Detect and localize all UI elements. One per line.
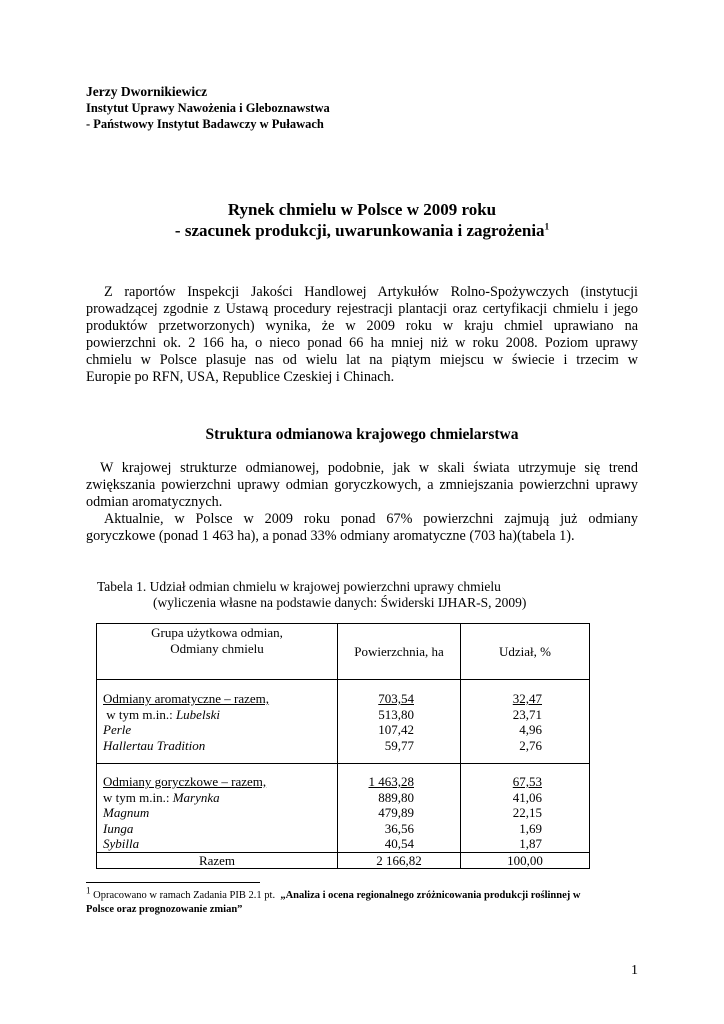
cell-label xyxy=(97,836,338,852)
footnote-title-line-2: Polsce oraz prognozowanie zmian” xyxy=(86,904,243,915)
table-row xyxy=(97,738,590,764)
table-row xyxy=(97,707,590,723)
intro-line: chmielu w Polsce plasuje nas od wielu lat na piątym miejscu w świecie i trzecim w xyxy=(86,352,638,368)
cell-area: 59,77 xyxy=(338,738,461,764)
paragraph-line: odmian aromatycznych. xyxy=(86,494,223,510)
table-row-aromatic-total xyxy=(97,680,590,707)
document-title-line-1: Rynek chmielu w Polsce w 2009 roku xyxy=(227,200,497,219)
intro-line: powierzchni ok. 2 166 ha, o nieco ponad 66 ha mniej niż w roku 2008. Poziom uprawy xyxy=(86,335,638,351)
header-share: Udział, % xyxy=(461,624,590,680)
table-row xyxy=(97,805,590,821)
cell-label xyxy=(97,738,338,764)
header-area: Powierzchnia, ha xyxy=(338,624,461,680)
cell-share: 41,06 xyxy=(461,790,590,806)
cell-area: 513,80 xyxy=(338,707,461,723)
table-caption-line-2: (wyliczenia własne na podstawie danych: Świderski IJHAR-S, 2009) xyxy=(153,595,527,610)
variety-name: Perle xyxy=(103,722,132,737)
structure-paragraph xyxy=(86,460,638,511)
cell-share: 4,96 xyxy=(461,722,590,738)
paragraph-line: goryczkowe (ponad 1 463 ha), a ponad 33% odmiany aromatyczne (703 ha)(tabela 1). xyxy=(86,528,575,544)
variety-name: Sybilla xyxy=(103,836,140,851)
intro-line: prowadzącej zgodnie z Ustawą procedury rejestracji plantacji oraz certyfikacji chmielu i jego xyxy=(86,301,638,317)
cell-share: 1,87 xyxy=(461,836,590,852)
variety-name: Iunga xyxy=(103,820,134,836)
paragraph-line: zwiększania powierzchni uprawy odmian goryczkowych, a zmniejszania powierzchni uprawy xyxy=(86,477,638,493)
variety-name: Magnum xyxy=(103,805,150,820)
section-heading: Struktura odmianowa krajowego chmielarstwa xyxy=(205,426,519,443)
variety-name: Marynka xyxy=(172,789,220,805)
cell-label xyxy=(97,680,338,707)
total-label: Razem xyxy=(97,852,338,869)
intro-line: Europie po RFN, USA, Republice Czeskiej i Chinach. xyxy=(86,369,395,385)
aromatic-total-area: 703,54 xyxy=(378,691,414,706)
incl-prefix: w tym m.in.: xyxy=(103,706,176,722)
cell-label xyxy=(97,764,338,790)
cell-share: 1,69 xyxy=(461,821,590,837)
variety-name: Lubelski xyxy=(175,706,221,722)
table-row xyxy=(97,790,590,806)
cell-area: 889,80 xyxy=(338,790,461,806)
cell-area xyxy=(338,764,461,790)
total-area: 2 166,82 xyxy=(338,852,461,869)
table-row-total xyxy=(97,852,590,869)
table-row xyxy=(97,836,590,852)
cell-label xyxy=(97,821,338,837)
bitter-total-label: Odmiany goryczkowe – razem, xyxy=(103,774,267,789)
page-number: 1 xyxy=(631,963,638,978)
intro-line: Z raportów Inspekcji Jakości Handlowej Artykułów Rolno-Spożywczych (instytucji xyxy=(104,284,638,300)
author-name: Jerzy Dwornikiewicz xyxy=(86,84,208,99)
cell-area: 40,54 xyxy=(338,836,461,852)
cell-label xyxy=(97,707,338,723)
table-row-bitter-total xyxy=(97,764,590,790)
footnote-title-line-1: „Analiza i ocena regionalnego zróżnicowania produkcji roślinnej w xyxy=(280,890,581,901)
header-variety-group-line-1: Grupa użytkowa odmian, xyxy=(151,625,283,640)
cell-share: 22,15 xyxy=(461,805,590,821)
cell-area: 36,56 xyxy=(338,821,461,837)
bitter-total-share: 67,53 xyxy=(512,774,542,789)
document-subtitle: - szacunek produkcji, uwarunkowania i zagrożenia xyxy=(174,221,545,240)
cell-label xyxy=(97,722,338,738)
table-row xyxy=(97,722,590,738)
footnote xyxy=(86,885,646,917)
table-caption-line-1: Tabela 1. Udział odmian chmielu w krajowej powierzchni uprawy chmielu xyxy=(97,579,501,594)
cell-share xyxy=(461,680,590,707)
footnote-text: Opracowano w ramach Zadania PIB 2.1 pt. xyxy=(90,890,281,901)
variety-share-table xyxy=(96,623,590,869)
cell-area: 479,89 xyxy=(338,805,461,821)
total-share: 100,00 xyxy=(461,852,590,869)
cell-share: 23,71 xyxy=(461,707,590,723)
aromatic-total-label: Odmiany aromatyczne – razem, xyxy=(103,691,270,706)
header-variety-group-line-2: Odmiany chmielu xyxy=(170,640,264,656)
cell-share xyxy=(461,764,590,790)
institute-line-2: - Państwowy Instytut Badawczy w Puławach xyxy=(86,117,324,131)
paragraph-line: W krajowej strukturze odmianowej, podobnie, jak w skali świata utrzymuje się trend xyxy=(100,460,638,476)
document-title-line-2 xyxy=(0,220,724,241)
current-status-paragraph xyxy=(86,511,638,545)
header-variety-group xyxy=(97,624,338,680)
aromatic-total-share: 32,47 xyxy=(512,691,542,706)
table-header-row xyxy=(97,624,590,680)
intro-line: produktów przetworzonych) wynika, że w 2009 roku w kraju chmiel uprawiano na xyxy=(86,318,638,334)
title-footnote-mark: 1 xyxy=(544,221,550,232)
bitter-total-area: 1 463,28 xyxy=(368,774,414,789)
author-block xyxy=(86,84,330,132)
paragraph-line: Aktualnie, w Polsce w 2009 roku ponad 67% powierzchni zajmują już odmiany xyxy=(104,511,638,527)
incl-prefix: w tym m.in.: xyxy=(103,789,173,805)
variety-name: Hallertau Tradition xyxy=(103,737,206,753)
institute-line-1: Instytut Uprawy Nawożenia i Gleboznawstwa xyxy=(86,101,330,115)
cell-share: 2,76 xyxy=(461,738,590,764)
cell-label xyxy=(97,805,338,821)
cell-label xyxy=(97,790,338,806)
table-row xyxy=(97,821,590,837)
cell-area xyxy=(338,680,461,707)
intro-paragraph xyxy=(86,284,638,386)
cell-area: 107,42 xyxy=(338,722,461,738)
footnote-mark: 1 xyxy=(86,885,91,896)
footnote-separator xyxy=(86,882,260,883)
